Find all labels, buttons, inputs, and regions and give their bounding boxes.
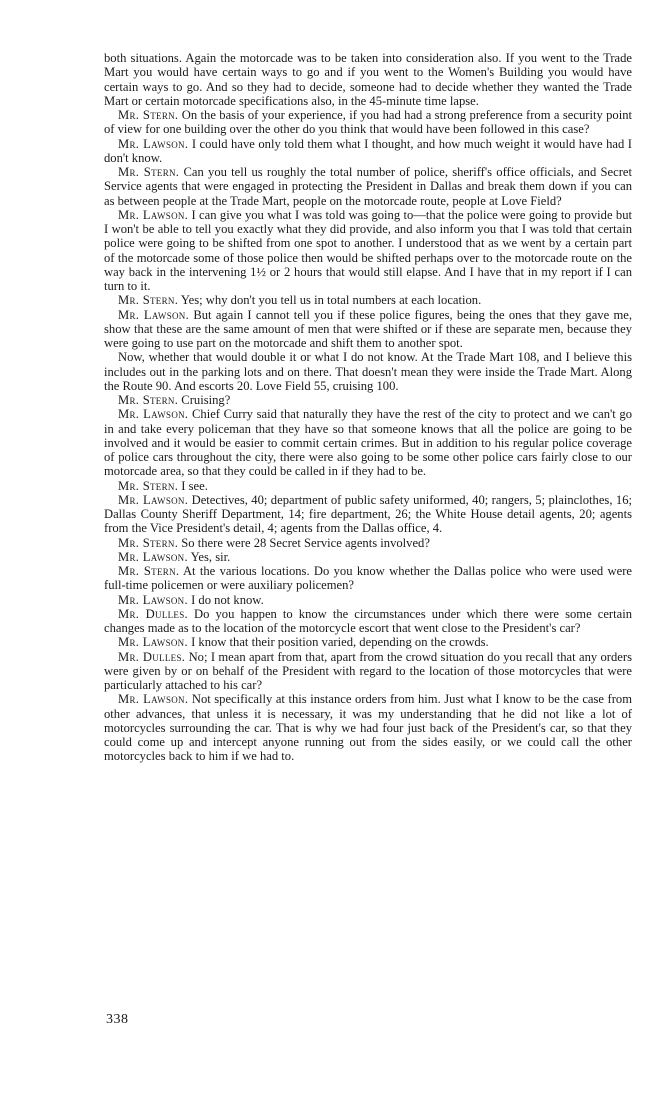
paragraph — [104, 692, 632, 763]
speaker-name: Mr. Lawson. — [118, 592, 188, 607]
paragraph — [104, 108, 632, 137]
paragraph — [104, 165, 632, 208]
speaker-name: Mr. Stern. — [118, 478, 179, 493]
paragraph — [104, 536, 632, 550]
speaker-name: Mr. Stern. — [118, 393, 179, 407]
paragraph-text: Yes; why don't you tell us in total numbers at each location. — [178, 293, 482, 308]
speaker-name: Mr. Lawson. — [118, 635, 188, 650]
speaker-name: Mr. Lawson. — [118, 549, 188, 564]
paragraph — [104, 593, 632, 607]
paragraph-text: But again I cannot tell you if these police figures, being the ones that they gave me, show that these are the same amount of men that were shifted or if these are separate men, because they were going to use part on the motorcade and shift them to another spot. — [104, 307, 632, 350]
speaker-name: Mr. Stern. — [118, 165, 180, 179]
paragraph — [104, 393, 632, 407]
paragraph-text: I do not know. — [187, 592, 264, 607]
paragraph-text: No; I mean apart from that, apart from the crowd situation do you recall that any orders were given by or on behalf of the President with regard to the location of those motorcycles that were particularly attached to his car? — [104, 649, 632, 692]
paragraph — [104, 493, 632, 536]
speaker-name: Mr. Lawson. — [118, 136, 189, 151]
paragraph-text: So there were 28 Secret Service agents involved? — [178, 535, 430, 550]
speaker-name: Mr. Lawson. — [118, 692, 189, 707]
paragraph — [104, 564, 632, 593]
paragraph — [104, 51, 632, 108]
speaker-name: Mr. Stern. — [118, 108, 179, 122]
paragraph — [104, 137, 632, 166]
paragraph-text: I see. — [178, 478, 208, 493]
paragraph-text: I could have only told them what I thought, and how much weight it would have had I don't know. — [104, 136, 632, 165]
speaker-name: Mr. Lawson. — [118, 207, 189, 222]
paragraph — [104, 293, 632, 307]
speaker-name: Mr. Dulles. — [118, 649, 186, 664]
paragraph-text: Chief Curry said that naturally they have the rest of the city to protect and we can't go in and take every policeman that they have so that someone knows that all the police are going to be involved and it would be easier to commit certain crimes. But in addition to his regular police coverage of police cars throughout the city, there were also going to be some other police cars fairly close to our motorcade area, so that they could be called in if they had to be. — [104, 407, 632, 479]
paragraph-text: Now, whether that would double it or what I do not know. At the Trade Mart 108, and I believe this includes out in the parking lots and on there. That doesn't mean they were inside the Trade Mart. Along the Route 90. And escorts 20. Love Field 55, cruising 100. — [104, 350, 632, 393]
page-number: 338 — [106, 1012, 129, 1027]
speaker-name: Mr. Lawson. — [118, 407, 189, 422]
paragraph — [104, 550, 632, 564]
speaker-name: Mr. Stern. — [118, 564, 180, 578]
paragraph-text: Cruising? — [178, 393, 231, 407]
speaker-name: Mr. Stern. — [118, 535, 179, 550]
paragraph-text: Yes, sir. — [187, 549, 231, 564]
paragraph-text: At the various locations. Do you know whether the Dallas police who were used were full-time policemen or were auxiliary policemen? — [104, 564, 632, 593]
paragraph — [104, 650, 632, 693]
speaker-name: Mr. Lawson. — [118, 307, 190, 322]
paragraph — [104, 208, 632, 294]
paragraph-text: both situations. Again the motorcade was to be taken into consideration also. If you went to the Trade Mart you would have certain ways to go and if you went to the Women's Building you would have certain ways to go. And so they had to decide, someone had to decide whether they wanted the Trade Mart or certain motorcade specifications also, in the 45-minute time lapse. — [104, 51, 632, 108]
document-body — [104, 51, 632, 764]
paragraph — [104, 607, 632, 636]
paragraph-text: On the basis of your experience, if you had had a strong preference from a security point of view for one building over the other do you think that would have been followed in this case? — [104, 108, 633, 137]
paragraph-text: I know that their position varied, depending on the crowds. — [187, 635, 489, 650]
paragraph-text: Do you happen to know the circumstances under which there were some certain changes made as to the location of the motorcycle escort that went close to the President's car? — [104, 606, 632, 635]
speaker-name: Mr. Dulles. — [118, 606, 188, 621]
paragraph — [104, 407, 632, 478]
speaker-name: Mr. Lawson. — [118, 492, 189, 507]
paragraph — [104, 308, 632, 351]
paragraph — [104, 479, 632, 493]
paragraph-text: Not specifically at this instance orders from him. Just what I know to be the case from other advances, that unless it is necessary, it was my understanding that he did not like a lot of motorcycles surrounding the car. That is why we had four just back of the President's car, so that they could come up and intercept anyone running out from the sides easily, or we could call the other motorcycles back to him if we had to. — [104, 692, 633, 764]
paragraph-text: Can you tell us roughly the total number of police, sheriff's office officials, and Secret Service agents that were engaged in protecting the President in Dallas and break them down if you can as between people at the Trade Mart, people on the motorcade route, people at Love Field? — [104, 165, 632, 208]
paragraph-text: Detectives, 40; department of public safety uniformed, 40; rangers, 5; plainclothes, 16; Dallas County Sheriff Department, 14; fire department, 26; the White House detail agents, 20; agents from the Vice President's detail, 4; agents from the Dallas office, 4. — [104, 492, 632, 536]
paragraph — [104, 350, 632, 393]
speaker-name: Mr. Stern. — [118, 293, 179, 308]
paragraph-text: I can give you what I was told was going to—that the police were going to provide but I won't be able to tell you exactly what they did provide, and also inform you that I was told that certain police were going to be shifted from one spot to another. I understood that as we went by a certain part of the motorcade some of those police then would be shifted perhaps over to the motorcade route on the way back in the intervening 1½ or 2 hours that would still elapse. And I have that in my report if I can turn to it. — [104, 207, 633, 293]
paragraph — [104, 635, 632, 649]
